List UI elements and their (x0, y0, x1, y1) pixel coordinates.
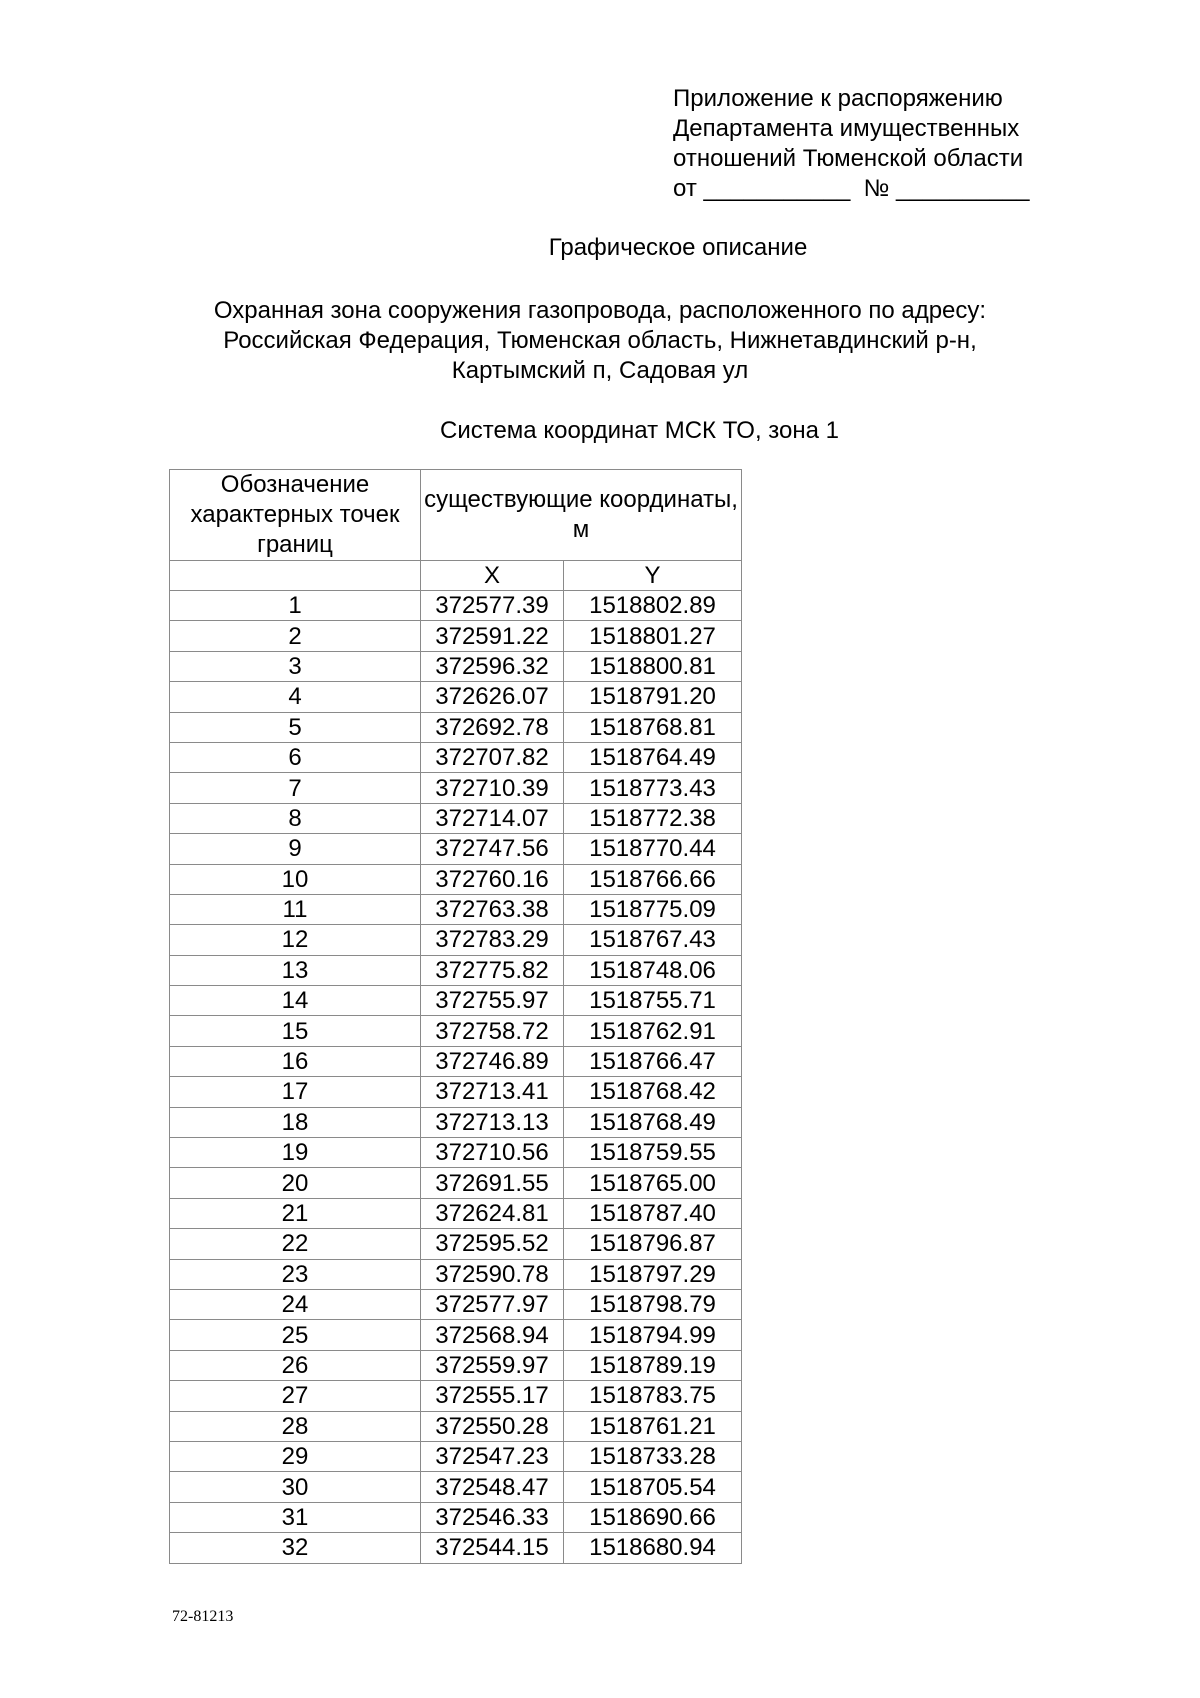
x-coordinate-cell: 372547.23 (421, 1441, 564, 1471)
x-coordinate-cell: 372713.13 (421, 1107, 564, 1137)
y-coordinate-cell: 1518794.99 (564, 1320, 742, 1350)
table-row (170, 1289, 742, 1319)
table-row (170, 1107, 742, 1137)
appendix-line: отношений Тюменской области (673, 145, 1024, 172)
y-coordinate-cell: 1518767.43 (564, 925, 742, 955)
x-coordinate-cell: 372746.89 (421, 1046, 564, 1076)
y-coordinate-cell: 1518766.66 (564, 864, 742, 894)
y-coordinate-cell: 1518773.43 (564, 773, 742, 803)
appendix-block (673, 84, 1030, 204)
x-coordinate-cell: 372550.28 (421, 1411, 564, 1441)
y-coordinate-cell: 1518705.54 (564, 1472, 742, 1502)
table-row (170, 864, 742, 894)
point-number-cell: 12 (170, 925, 421, 955)
point-number-cell: 16 (170, 1046, 421, 1076)
x-coordinate-cell: 372548.47 (421, 1472, 564, 1502)
x-coordinate-cell: 372714.07 (421, 803, 564, 833)
x-coordinate-cell: 372555.17 (421, 1381, 564, 1411)
point-number-cell: 6 (170, 742, 421, 772)
x-coordinate-cell: 372591.22 (421, 621, 564, 651)
table-row (170, 1320, 742, 1350)
point-number-cell: 10 (170, 864, 421, 894)
point-number-cell: 28 (170, 1411, 421, 1441)
point-number-cell: 3 (170, 651, 421, 681)
point-number-cell: 24 (170, 1289, 421, 1319)
table-row (170, 1259, 742, 1289)
x-coordinate-cell: 372595.52 (421, 1229, 564, 1259)
x-coordinate-cell: 372747.56 (421, 834, 564, 864)
x-coordinate-cell: 372758.72 (421, 1016, 564, 1046)
table-row (170, 955, 742, 985)
point-number-cell: 9 (170, 834, 421, 864)
table-row (170, 1077, 742, 1107)
point-number-cell: 15 (170, 1016, 421, 1046)
x-coordinate-cell: 372713.41 (421, 1077, 564, 1107)
y-coordinate-cell: 1518775.09 (564, 894, 742, 924)
date-number-line: от ___________ № __________ (673, 175, 1030, 202)
x-coordinate-cell: 372763.38 (421, 894, 564, 924)
x-coordinate-cell: 372568.94 (421, 1320, 564, 1350)
x-coordinate-cell: 372783.29 (421, 925, 564, 955)
point-number-cell: 7 (170, 773, 421, 803)
table-row (170, 1198, 742, 1228)
point-number-cell: 23 (170, 1259, 421, 1289)
point-number-cell: 18 (170, 1107, 421, 1137)
x-coordinate-cell: 372546.33 (421, 1502, 564, 1532)
table-row (170, 925, 742, 955)
y-coordinate-cell: 1518733.28 (564, 1441, 742, 1471)
x-coordinate-cell: 372577.97 (421, 1289, 564, 1319)
table-row (170, 773, 742, 803)
y-coordinate-cell: 1518770.44 (564, 834, 742, 864)
y-coordinate-cell: 1518783.75 (564, 1381, 742, 1411)
y-coordinate-cell: 1518748.06 (564, 955, 742, 985)
header-x: X (421, 561, 564, 591)
x-coordinate-cell: 372596.32 (421, 651, 564, 681)
header-point-designation: Обозначение характерных точек границ (170, 470, 421, 561)
table-row (170, 986, 742, 1016)
x-coordinate-cell: 372710.56 (421, 1138, 564, 1168)
appendix-line: Департамента имущественных (673, 115, 1020, 142)
x-coordinate-cell: 372544.15 (421, 1533, 564, 1563)
table-row (170, 1381, 742, 1411)
table-row (170, 1502, 742, 1532)
point-number-cell: 26 (170, 1350, 421, 1380)
table-row (170, 651, 742, 681)
x-coordinate-cell: 372775.82 (421, 955, 564, 985)
point-number-cell: 27 (170, 1381, 421, 1411)
x-coordinate-cell: 372692.78 (421, 712, 564, 742)
table-row (170, 1411, 742, 1441)
x-coordinate-cell: 372755.97 (421, 986, 564, 1016)
y-coordinate-cell: 1518768.81 (564, 712, 742, 742)
y-coordinate-cell: 1518766.47 (564, 1046, 742, 1076)
table-row (170, 621, 742, 651)
table-row (170, 1472, 742, 1502)
point-number-cell: 19 (170, 1138, 421, 1168)
header-y: Y (564, 561, 742, 591)
x-coordinate-cell: 372559.97 (421, 1350, 564, 1380)
y-coordinate-cell: 1518680.94 (564, 1533, 742, 1563)
point-number-cell: 29 (170, 1441, 421, 1471)
y-coordinate-cell: 1518765.00 (564, 1168, 742, 1198)
y-coordinate-cell: 1518768.49 (564, 1107, 742, 1137)
point-number-cell: 4 (170, 682, 421, 712)
coordinate-system-label: Система координат МСК ТО, зона 1 (440, 417, 839, 444)
y-coordinate-cell: 1518798.79 (564, 1289, 742, 1319)
y-coordinate-cell: 1518755.71 (564, 986, 742, 1016)
header-empty-cell (170, 561, 421, 591)
y-coordinate-cell: 1518690.66 (564, 1502, 742, 1532)
point-number-cell: 22 (170, 1229, 421, 1259)
point-number-cell: 8 (170, 803, 421, 833)
y-coordinate-cell: 1518768.42 (564, 1077, 742, 1107)
y-coordinate-cell: 1518800.81 (564, 651, 742, 681)
y-coordinate-cell: 1518802.89 (564, 591, 742, 621)
y-coordinate-cell: 1518762.91 (564, 1016, 742, 1046)
y-coordinate-cell: 1518761.21 (564, 1411, 742, 1441)
y-coordinate-cell: 1518801.27 (564, 621, 742, 651)
table-row (170, 894, 742, 924)
header-existing-coordinates: существующие координаты, м (421, 470, 742, 561)
table-row (170, 803, 742, 833)
table-row (170, 682, 742, 712)
point-number-cell: 2 (170, 621, 421, 651)
x-coordinate-cell: 372577.39 (421, 591, 564, 621)
point-number-cell: 13 (170, 955, 421, 985)
point-number-cell: 21 (170, 1198, 421, 1228)
table-row (170, 1533, 742, 1563)
table-row (170, 1441, 742, 1471)
appendix-line: Приложение к распоряжению (673, 85, 1003, 112)
point-number-cell: 5 (170, 712, 421, 742)
x-coordinate-cell: 372626.07 (421, 682, 564, 712)
x-coordinate-cell: 372710.39 (421, 773, 564, 803)
x-coordinate-cell: 372590.78 (421, 1259, 564, 1289)
table-row (170, 742, 742, 772)
table-row (170, 1168, 742, 1198)
zone-description: Охранная зона сооружения газопровода, расположенного по адресу: Российская Федерация, Тюменская область, Нижнетавдинский р-н, Картымский п, Садовая ул (213, 297, 987, 384)
y-coordinate-cell: 1518797.29 (564, 1259, 742, 1289)
y-coordinate-cell: 1518789.19 (564, 1350, 742, 1380)
y-coordinate-cell: 1518759.55 (564, 1138, 742, 1168)
point-number-cell: 30 (170, 1472, 421, 1502)
x-coordinate-cell: 372691.55 (421, 1168, 564, 1198)
table-row (170, 1138, 742, 1168)
x-coordinate-cell: 372760.16 (421, 864, 564, 894)
document-title: Графическое описание (548, 234, 808, 261)
point-number-cell: 32 (170, 1533, 421, 1563)
y-coordinate-cell: 1518796.87 (564, 1229, 742, 1259)
x-coordinate-cell: 372707.82 (421, 742, 564, 772)
document-code: 72-81213 (172, 1608, 234, 1625)
table-row (170, 1229, 742, 1259)
coordinates-table (169, 469, 742, 1564)
point-number-cell: 25 (170, 1320, 421, 1350)
point-number-cell: 17 (170, 1077, 421, 1107)
point-number-cell: 20 (170, 1168, 421, 1198)
y-coordinate-cell: 1518787.40 (564, 1198, 742, 1228)
table-row (170, 1350, 742, 1380)
table-row (170, 712, 742, 742)
y-coordinate-cell: 1518772.38 (564, 803, 742, 833)
table-row (170, 1016, 742, 1046)
y-coordinate-cell: 1518764.49 (564, 742, 742, 772)
point-number-cell: 1 (170, 591, 421, 621)
point-number-cell: 11 (170, 894, 421, 924)
table-row (170, 591, 742, 621)
point-number-cell: 31 (170, 1502, 421, 1532)
x-coordinate-cell: 372624.81 (421, 1198, 564, 1228)
table-row (170, 1046, 742, 1076)
point-number-cell: 14 (170, 986, 421, 1016)
y-coordinate-cell: 1518791.20 (564, 682, 742, 712)
table-row (170, 834, 742, 864)
coordinates-table-body (170, 591, 742, 1564)
